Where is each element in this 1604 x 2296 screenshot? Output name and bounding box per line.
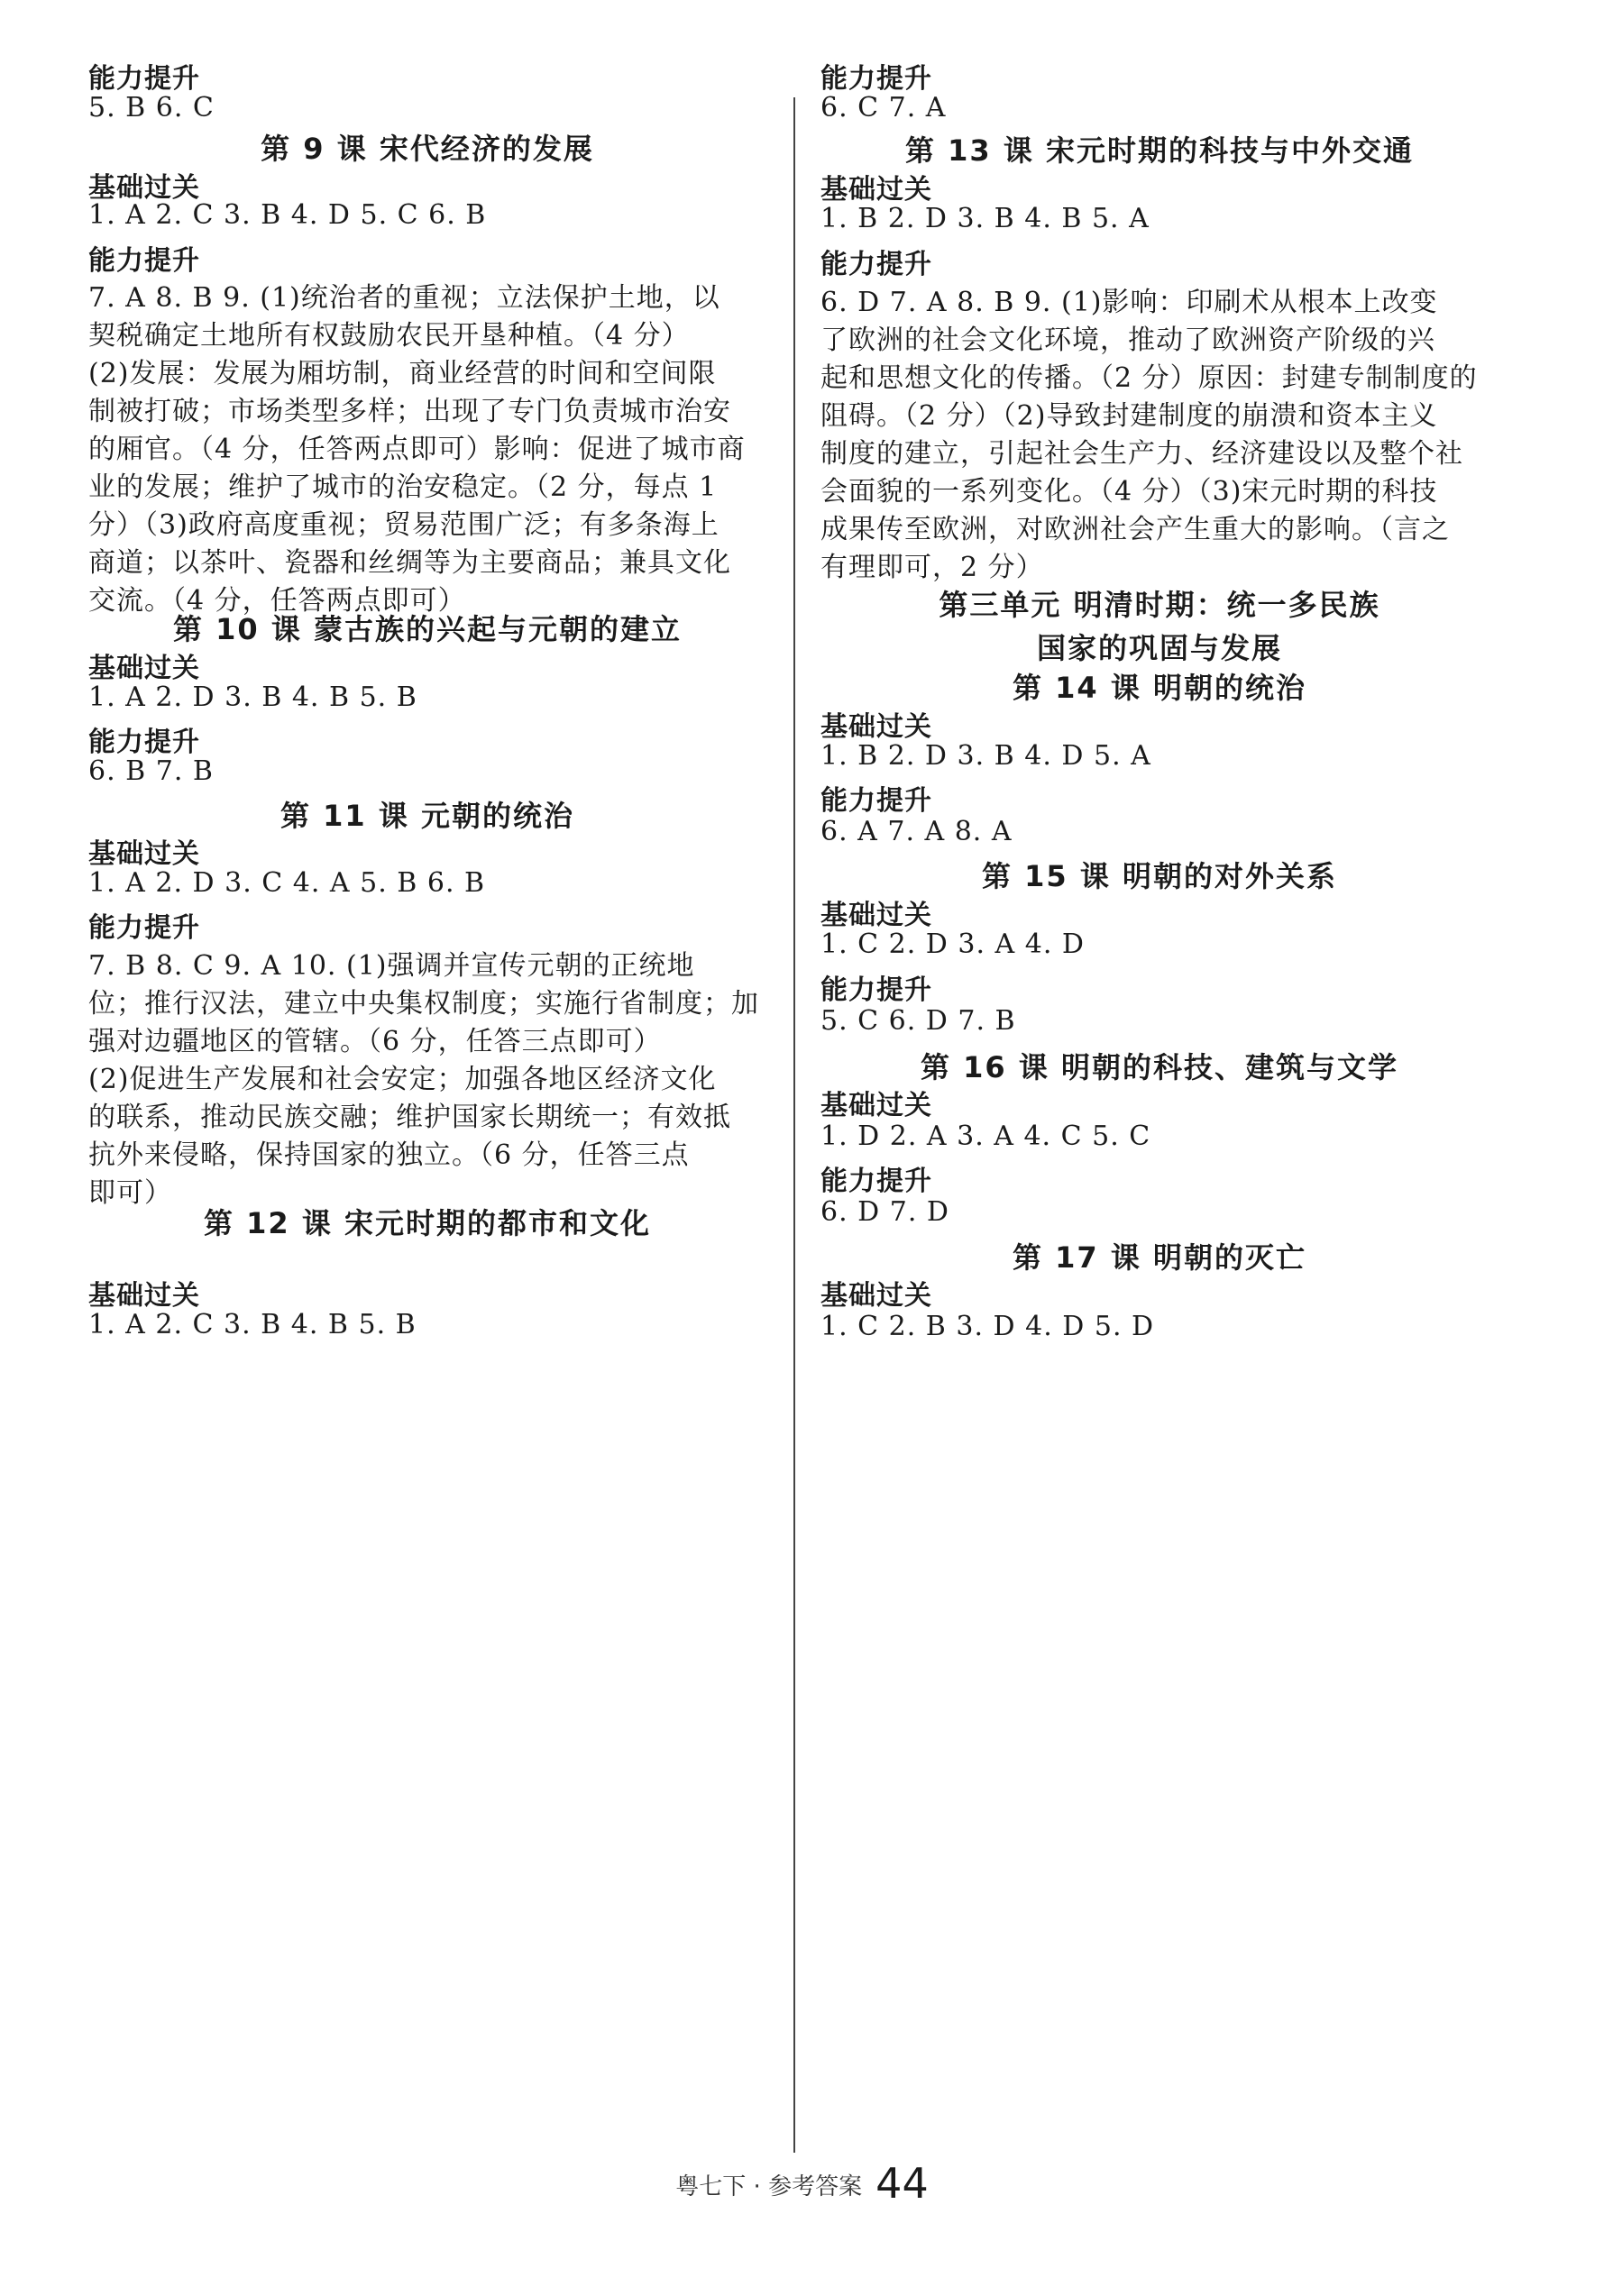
answer-line: 5. C 6. D 7. B: [820, 1005, 1016, 1037]
section-heading: 基础过关: [88, 653, 200, 684]
section-heading: 基础过关: [88, 172, 200, 204]
answer-line: (2)发展：发展为厢坊制，商业经营的时间和空间限: [88, 358, 717, 389]
answer-line: 抗外来侵略，保持国家的独立。（6 分，任答三点: [88, 1139, 690, 1171]
lesson-title: 第 13 课 宋元时期的科技与中外交通: [905, 133, 1414, 168]
answer-line: 1. A 2. C 3. B 4. D 5. C 6. B: [88, 199, 487, 231]
section-heading: 能力提升: [88, 727, 200, 758]
answer-line: 1. B 2. D 3. B 4. B 5. A: [820, 203, 1150, 234]
lesson-title: 第 12 课 宋元时期的都市和文化: [204, 1206, 651, 1240]
answer-line: 交流。（4 分，任答两点即可）: [88, 585, 466, 617]
section-heading: 能力提升: [88, 245, 200, 277]
lesson-title: 第 9 课 宋代经济的发展: [261, 132, 594, 166]
answer-line: 7. A 8. B 9. (1)统治者的重视；立法保护土地，以: [88, 282, 720, 314]
lesson-title: 国家的巩固与发展: [1036, 631, 1282, 665]
answer-line: 分）（3)政府高度重视；贸易范围广泛；有多条海上: [88, 509, 720, 541]
answer-line: 契税确定土地所有权鼓励农民开垦种植。（4 分）: [88, 320, 690, 352]
lesson-title: 第 17 课 明朝的灭亡: [1013, 1240, 1306, 1275]
answer-line: 5. B 6. C: [88, 92, 215, 123]
answer-line: 6. B 7. B: [88, 755, 214, 787]
lesson-title: 第 14 课 明朝的统治: [1013, 671, 1306, 705]
answer-line: (2)促进生产发展和社会安定；加强各地区经济文化: [88, 1064, 717, 1095]
section-heading: 基础过关: [820, 1280, 932, 1312]
section-heading: 能力提升: [88, 63, 200, 95]
answer-line: 1. B 2. D 3. B 4. D 5. A: [820, 740, 1151, 772]
answer-line: 6. C 7. A: [820, 92, 947, 123]
section-heading: 能力提升: [820, 785, 932, 817]
answer-line: 业的发展；维护了城市的治安稳定。（2 分，每点 1: [88, 471, 718, 503]
column-divider: [793, 97, 795, 2153]
answer-line: 的厢官。（4 分，任答两点即可）影响：促进了城市商: [88, 434, 746, 465]
answer-line: 1. C 2. B 3. D 4. D 5. D: [820, 1311, 1155, 1342]
answer-line: 1. A 2. D 3. C 4. A 5. B 6. B: [88, 867, 486, 899]
answer-line: 阻碍。（2 分）（2)导致封建制度的崩溃和资本主义: [820, 400, 1438, 432]
answer-line: 即可）: [88, 1177, 172, 1209]
page-number: 44: [875, 2159, 929, 2208]
answer-line: 6. D 7. D: [820, 1196, 949, 1228]
answer-line: 起和思想文化的传播。（2 分）原因：封建专制制度的: [820, 362, 1478, 394]
section-heading: 基础过关: [88, 838, 200, 870]
section-heading: 基础过关: [88, 1280, 200, 1312]
section-heading: 能力提升: [820, 1166, 932, 1197]
section-heading: 基础过关: [820, 900, 932, 931]
section-heading: 基础过关: [820, 174, 932, 206]
answer-line: 有理即可，2 分）: [820, 552, 1044, 583]
section-heading: 能力提升: [820, 974, 932, 1006]
answer-line: 1. D 2. A 3. A 4. C 5. C: [820, 1121, 1151, 1152]
answer-line: 6. A 7. A 8. A: [820, 816, 1013, 847]
lesson-title: 第三单元 明清时期：统一多民族: [939, 588, 1380, 622]
answer-line: 成果传至欧洲，对欧洲社会产生重大的影响。（言之: [820, 514, 1450, 545]
lesson-title: 第 16 课 明朝的科技、建筑与文学: [921, 1050, 1398, 1084]
footer-label: 粤七下 · 参考答案: [675, 2173, 863, 2200]
answer-line: 1. A 2. C 3. B 4. B 5. B: [88, 1309, 417, 1340]
answer-line: 会面貌的一系列变化。（4 分）（3)宋元时期的科技: [820, 476, 1438, 508]
answer-line: 制度的建立，引起社会生产力、经济建设以及整个社: [820, 438, 1463, 470]
answer-line: 位；推行汉法，建立中央集权制度；实施行省制度；加: [88, 988, 759, 1020]
lesson-title: 第 11 课 元朝的统治: [280, 799, 574, 833]
lesson-title: 第 10 课 蒙古族的兴起与元朝的建立: [173, 612, 682, 646]
answer-line: 商道；以茶叶、瓷器和丝绸等为主要商品；兼具文化: [88, 547, 731, 579]
answer-line: 的联系，推动民族交融；维护国家长期统一；有效抵: [88, 1102, 731, 1133]
answer-line: 1. C 2. D 3. A 4. D: [820, 928, 1085, 960]
answer-line: 1. A 2. D 3. B 4. B 5. B: [88, 681, 417, 713]
answer-line: 7. B 8. C 9. A 10. (1)强调并宣传元朝的正统地: [88, 950, 695, 982]
section-heading: 基础过关: [820, 711, 932, 743]
lesson-title: 第 15 课 明朝的对外关系: [982, 859, 1337, 893]
answer-line: 强对边疆地区的管辖。（6 分，任答三点即可）: [88, 1026, 662, 1057]
section-heading: 能力提升: [820, 63, 932, 95]
section-heading: 能力提升: [88, 912, 200, 944]
section-heading: 能力提升: [820, 249, 932, 280]
section-heading: 基础过关: [820, 1090, 932, 1121]
answer-line: 了欧洲的社会文化环境，推动了欧洲资产阶级的兴: [820, 325, 1435, 356]
page-footer: [0, 2159, 1604, 2208]
answer-line: 制被打破；市场类型多样；出现了专门负责城市治安: [88, 396, 731, 427]
answer-line: 6. D 7. A 8. B 9. (1)影响：印刷术从根本上改变: [820, 287, 1438, 318]
